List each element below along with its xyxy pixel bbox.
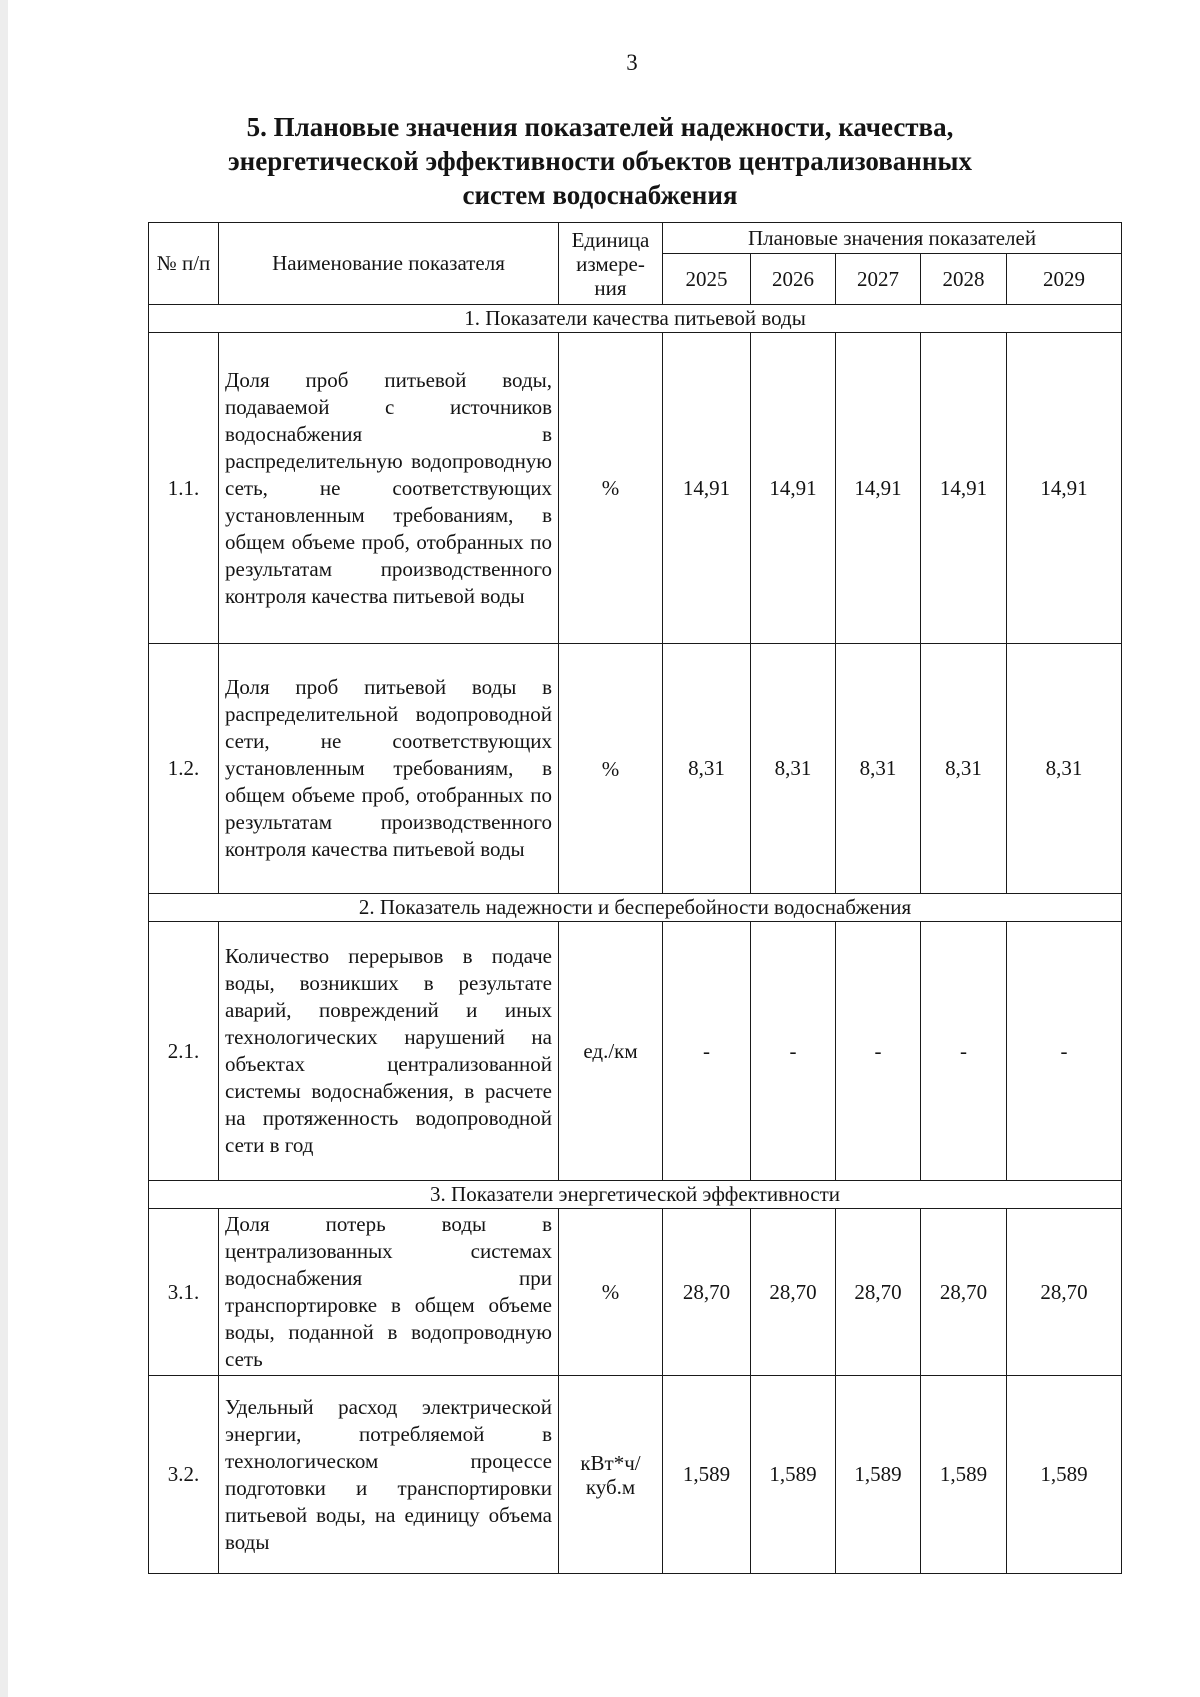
header-unit: Единица измере-ния xyxy=(559,223,663,305)
header-plan: Плановые значения показателей xyxy=(663,223,1122,254)
title-line-3: систем водоснабжения xyxy=(462,180,738,210)
row-value: 14,91 xyxy=(663,333,751,644)
scan-edge xyxy=(0,0,8,1697)
title-line-1: 5. Плановые значения показателей надежности, качества, xyxy=(246,112,954,142)
row-value: 14,91 xyxy=(751,333,836,644)
row-value: - xyxy=(1007,922,1122,1181)
row-value: 28,70 xyxy=(663,1209,751,1376)
row-num: 1.2. xyxy=(149,644,219,894)
row-value: 8,31 xyxy=(836,644,921,894)
row-name: Доля потерь воды в централизованных системах водоснабжения при транспортировке в общем объеме воды, поданной в водопроводную сеть xyxy=(219,1209,559,1376)
row-value: 1,589 xyxy=(921,1376,1007,1574)
table-row xyxy=(149,922,1122,1181)
row-unit: % xyxy=(559,333,663,644)
row-value: - xyxy=(836,922,921,1181)
row-value: 14,91 xyxy=(836,333,921,644)
row-name: Доля проб питьевой воды в распределительной водопроводной сети, не соответствующих установленным требованиям, в общем объеме проб, отобранных по результатам производственного контроля качества питьевой воды xyxy=(219,644,559,894)
row-name: Количество перерывов в подаче воды, возникших в результате аварий, повреждений и иных технологических нарушений на объектах централизованной системы водоснабжения, в расчете на протяженность водопроводной сети в год xyxy=(219,922,559,1181)
row-value: 8,31 xyxy=(1007,644,1122,894)
header-name: Наименование показателя xyxy=(219,223,559,305)
row-unit: кВт*ч/ куб.м xyxy=(559,1376,663,1574)
section-row xyxy=(149,1181,1122,1209)
section-title: 3. Показатели энергетической эффективности xyxy=(149,1181,1122,1209)
section-row xyxy=(149,305,1122,333)
row-num: 3.2. xyxy=(149,1376,219,1574)
header-year-2029: 2029 xyxy=(1007,254,1122,305)
row-unit: % xyxy=(559,1209,663,1376)
row-unit: ед./км xyxy=(559,922,663,1181)
row-value: 14,91 xyxy=(1007,333,1122,644)
row-unit: % xyxy=(559,644,663,894)
row-value: 1,589 xyxy=(751,1376,836,1574)
page-number: 3 xyxy=(626,50,638,75)
row-value: - xyxy=(921,922,1007,1181)
row-value: 28,70 xyxy=(921,1209,1007,1376)
header-year-2028: 2028 xyxy=(921,254,1007,305)
table-row xyxy=(149,333,1122,644)
row-value: 28,70 xyxy=(1007,1209,1122,1376)
row-value: 1,589 xyxy=(836,1376,921,1574)
row-value: 8,31 xyxy=(921,644,1007,894)
title-line-2: энергетической эффективности объектов централизованных xyxy=(227,146,972,176)
row-value: 1,589 xyxy=(1007,1376,1122,1574)
row-value: - xyxy=(751,922,836,1181)
row-value: 14,91 xyxy=(921,333,1007,644)
row-value: 1,589 xyxy=(663,1376,751,1574)
row-value: - xyxy=(663,922,751,1181)
row-num: 1.1. xyxy=(149,333,219,644)
document-title xyxy=(180,110,1020,212)
table-row xyxy=(149,644,1122,894)
table-row xyxy=(149,1209,1122,1376)
row-num: 3.1. xyxy=(149,1209,219,1376)
row-value: 28,70 xyxy=(751,1209,836,1376)
row-name: Доля проб питьевой воды, подаваемой с источников водоснабжения в распределительную водопроводную сеть, не соответствующих установленным требованиям, в общем объеме проб, отобранных по результатам производственного контроля качества питьевой воды xyxy=(219,333,559,644)
header-year-2026: 2026 xyxy=(751,254,836,305)
section-title: 1. Показатели качества питьевой воды xyxy=(149,305,1122,333)
table-row xyxy=(149,1376,1122,1574)
row-value: 8,31 xyxy=(663,644,751,894)
section-row xyxy=(149,894,1122,922)
header-year-2027: 2027 xyxy=(836,254,921,305)
row-value: 8,31 xyxy=(751,644,836,894)
row-num: 2.1. xyxy=(149,922,219,1181)
header-num: № п/п xyxy=(149,223,219,305)
header-year-2025: 2025 xyxy=(663,254,751,305)
indicators-table xyxy=(148,222,1122,1574)
row-value: 28,70 xyxy=(836,1209,921,1376)
section-title: 2. Показатель надежности и бесперебойности водоснабжения xyxy=(149,894,1122,922)
row-name: Удельный расход электрической энергии, потребляемой в технологическом процессе подготовки и транспортировки питьевой воды, на единицу объема воды xyxy=(219,1376,559,1574)
